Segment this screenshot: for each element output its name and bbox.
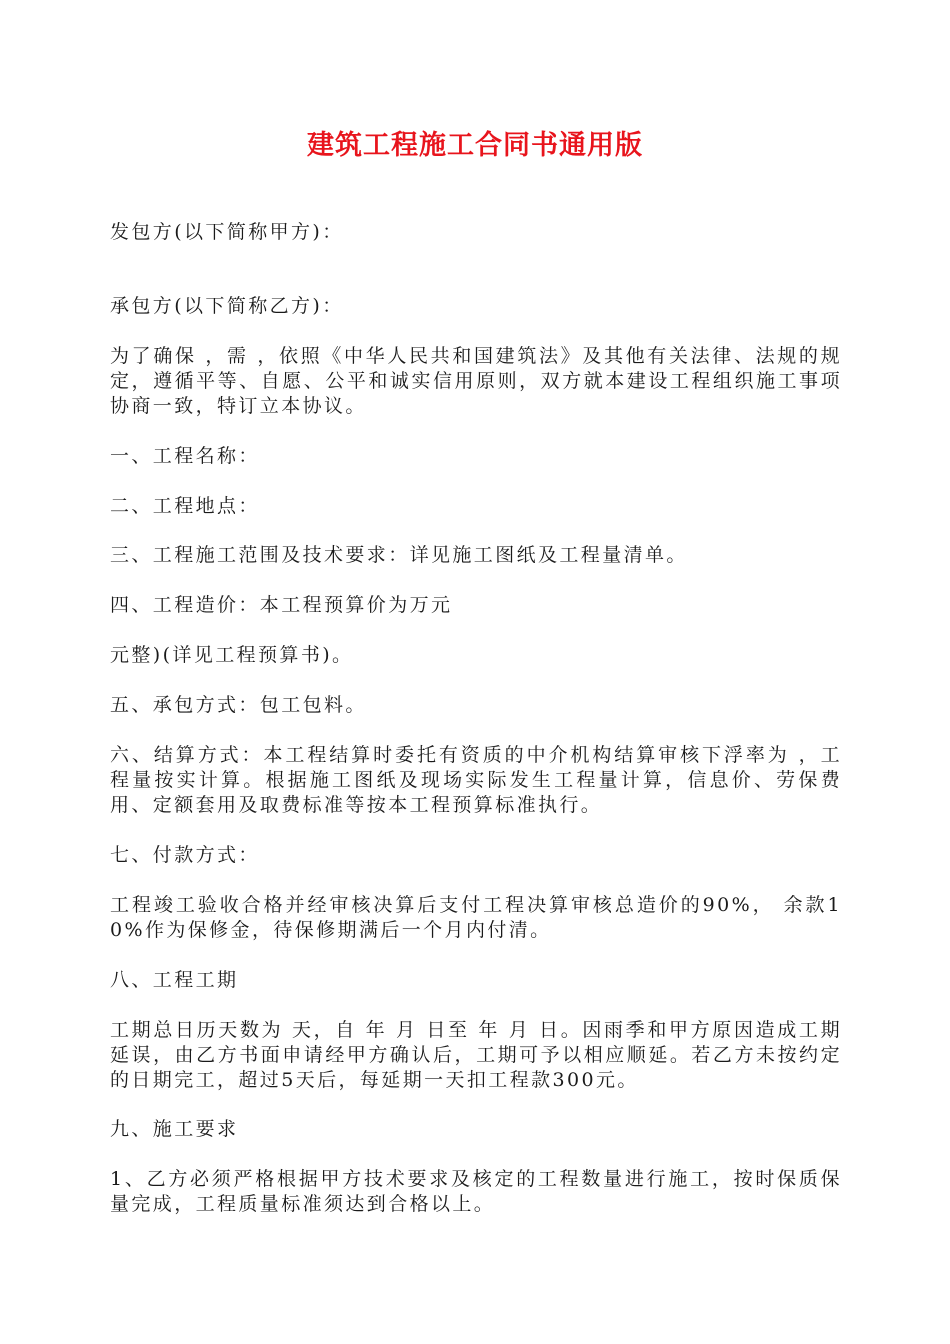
clause-cost: 四、工程造价：本工程预算价为万元 — [110, 594, 453, 616]
clause-party-a: 发包方(以下简称甲方)： — [110, 221, 344, 243]
clause-requirements-heading: 九、施工要求 — [110, 1118, 239, 1140]
clause-schedule-terms: 工期总日历天数为 天，自 年 月 日至 年 月 日。因雨季和甲方原因造成工期延误，由乙方书面申请经甲方确认后，工期可予以相应顺延。若乙方未按约定的日期完工，超过5天后，每延期一天扣工程款300元。 — [110, 1019, 842, 1091]
clause-requirement-1: 1、乙方必须严格根据甲方技术要求及核定的工程数量进行施工，按时保质保量完成，工程质量标准须达到合格以上。 — [110, 1168, 842, 1215]
clause-settlement: 六、结算方式：本工程结算时委托有资质的中介机构结算审核下浮率为 ，工程量按实计算。根据施工图纸及现场实际发生工程量计算，信息价、劳保费用、定额套用及取费标准等按本工程预算标准执行。 — [110, 744, 842, 816]
clause-party-b: 承包方(以下简称乙方)： — [110, 295, 344, 317]
preamble-paragraph: 为了确保 ，需 ，依照《中华人民共和国建筑法》及其他有关法律、法规的规定，遵循平等、自愿、公平和诚实信用原则，双方就本建设工程组织施工事项协商一致，特订立本协议。 — [110, 345, 842, 417]
clause-project-location: 二、工程地点： — [110, 495, 260, 517]
clause-project-name: 一、工程名称： — [110, 445, 260, 467]
clause-scope: 三、工程施工范围及技术要求：详见施工图纸及工程量清单。 — [110, 544, 688, 566]
clause-schedule-heading: 八、工程工期 — [110, 969, 239, 991]
clause-contract-mode: 五、承包方式：包工包料。 — [110, 694, 367, 716]
clause-payment-terms: 工程竣工验收合格并经审核决算后支付工程决算审核总造价的90%， 余款10%作为保修金，待保修期满后一个月内付清。 — [110, 894, 842, 941]
document-title: 建筑工程施工合同书通用版 — [307, 130, 643, 161]
clause-cost-continued: 元整)(详见工程预算书)。 — [110, 644, 354, 666]
clause-payment-heading: 七、付款方式： — [110, 844, 260, 866]
